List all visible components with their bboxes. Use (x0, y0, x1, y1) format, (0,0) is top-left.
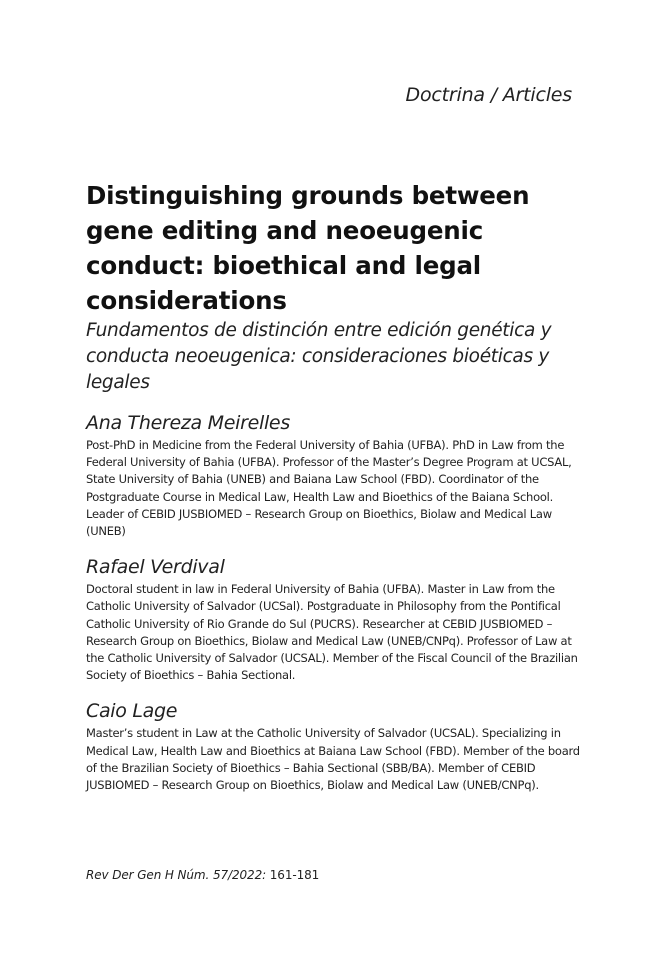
article-front-matter (86, 178, 586, 794)
author-bio: Post-PhD in Medicine from the Federal University of Bahia (UFBA). PhD in Law from the Federal University of Bahia (UFBA). Professor of the Master’s Degree Program at UCSAL, State University of Bahia (UNEB) and Baiana Law School (FBD). Coordinator of the Postgraduate Course in Medical Law, Health Law and Bioethics of the Baiana School. Leader of CEBID JUSBIOMED – Research Group on Bioethics, Biolaw and Medical Law (UNEB) (86, 438, 572, 539)
author-name: Ana Thereza Meirelles (86, 412, 290, 434)
author-name: Caio Lage (86, 700, 178, 723)
article-subtitle: Fundamentos de distinción entre edición genética y conducta neoeugenica: consideraciones bioéticas y legales (86, 320, 552, 393)
page-footer (86, 868, 319, 882)
author-block (86, 698, 586, 794)
author-bio: Master’s student in Law at the Catholic University of Salvador (UCSAL). Specializing in Medical Law, Health Law and Bioethics at Baiana Law School (FBD). Member of the board of the Brazilian Society of Bioethics – Bahia Sectional (SBB/BA). Member of CEBID JUSBIOMED – Research Group on Bioethics, Biolaw and Medical Law (UNEB/CNPq). (86, 726, 580, 793)
page-range: 161-181 (269, 868, 320, 882)
author-block (86, 554, 586, 684)
author-bio: Doctoral student in law in Federal University of Bahia (UFBA). Master in Law from the Catholic University of Salvador (UCSal). Postgraduate in Philosophy from the Pontifical Catholic University of Rio Grande do Sul (PUCRS). Researcher at CEBID JUSBIOMED – Research Group on Bioethics, Biolaw and Medical Law (UNEB/CNPq). Professor of Law at the Catholic University of Salvador (UCSAL). Member of the Fiscal Council of the Brazilian Society of Bioethics – Bahia Sectional. (86, 582, 578, 683)
author-block (86, 410, 586, 540)
journal-citation: Rev Der Gen H Núm. 57/2022: (86, 868, 267, 882)
article-title: Distinguishing grounds between gene editing and neoeugenic conduct: bioethical and legal considerations (86, 181, 530, 315)
section-label: Doctrina / Articles (405, 84, 572, 106)
author-name: Rafael Verdival (86, 556, 225, 579)
